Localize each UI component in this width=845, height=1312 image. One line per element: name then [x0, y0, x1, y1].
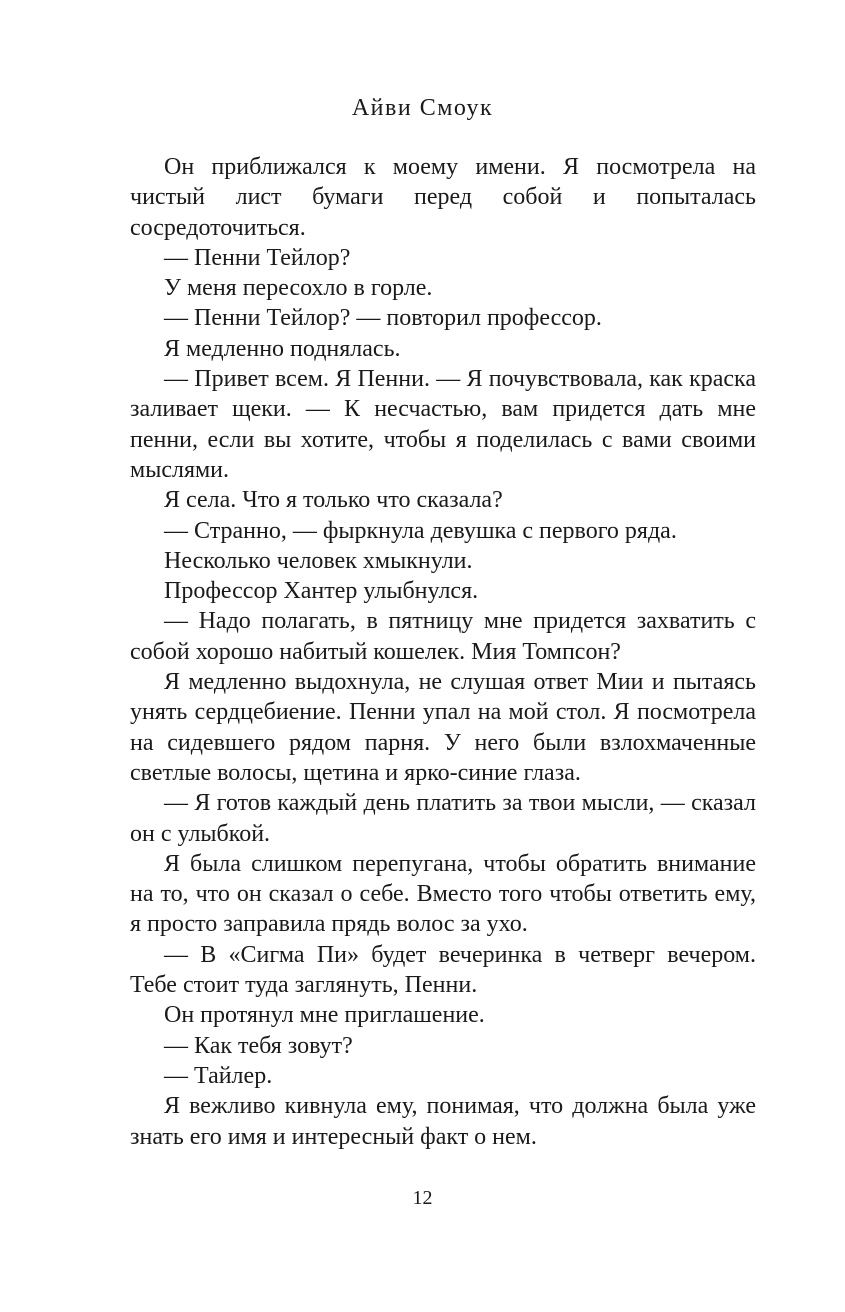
paragraph: — Тайлер. [164, 1062, 273, 1089]
paragraph: — Как тебя зовут? [164, 1032, 353, 1059]
paragraph: Несколько человек хмыкнули. [164, 547, 473, 574]
paragraph: — В «Сигма Пи» будет вечеринка в четверг вечером. Тебе стоит туда заглянуть, Пенни. [130, 941, 756, 999]
running-head-author: Айви Смоук [351, 95, 494, 121]
paragraph: Я медленно выдохнула, не слушая ответ Мии и пытаясь унять сердцебиение. Пенни упал на мой стол. Я посмотрела на сидевшего рядом парня. У него были взлохмаченные светлые волосы, щетина и ярко-синие глаза. [130, 669, 756, 786]
paragraph: У меня пересохло в горле. [164, 275, 433, 302]
paragraph: — Пенни Тейлор? — повторил профессор. [164, 305, 602, 332]
paragraph: — Надо полагать, в пятницу мне придется захватить с собой хорошо набитый кошелек. Мия Томпсон? [130, 608, 756, 665]
paragraph: Я села. Что я только что сказала? [164, 487, 503, 514]
page-number: 12 [412, 1187, 433, 1209]
paragraph: Я вежливо кивнула ему, понимая, что должна была уже знать его имя и интересный факт о нем. [130, 1093, 756, 1150]
paragraph: Он протянул мне приглашение. [164, 1002, 485, 1029]
paragraph: Профессор Хантер улыбнулся. [164, 578, 479, 605]
paragraph: — Привет всем. Я Пенни. — Я почувствовала, как краска заливает щеки. — К несчастью, вам придется дать мне пенни, если вы хотите, чтобы я поделилась с вами своими мыслями. [130, 366, 756, 483]
paragraph: — Странно, — фыркнула девушка с первого ряда. [164, 517, 677, 544]
paragraph: Я была слишком перепугана, чтобы обратить внимание на то, что он сказал о себе. Вместо того чтобы ответить ему, я просто заправила прядь волос за ухо. [130, 850, 756, 938]
body-text [130, 152, 756, 1152]
paragraph: — Пенни Тейлор? [164, 244, 351, 271]
paragraph: Он приближался к моему имени. Я посмотрела на чистый лист бумаги перед собой и попыталась сосредоточиться. [130, 154, 756, 241]
paragraph: — Я готов каждый день платить за твои мысли, — сказал он с улыбкой. [130, 790, 756, 847]
paragraph: Я медленно поднялась. [164, 335, 401, 362]
